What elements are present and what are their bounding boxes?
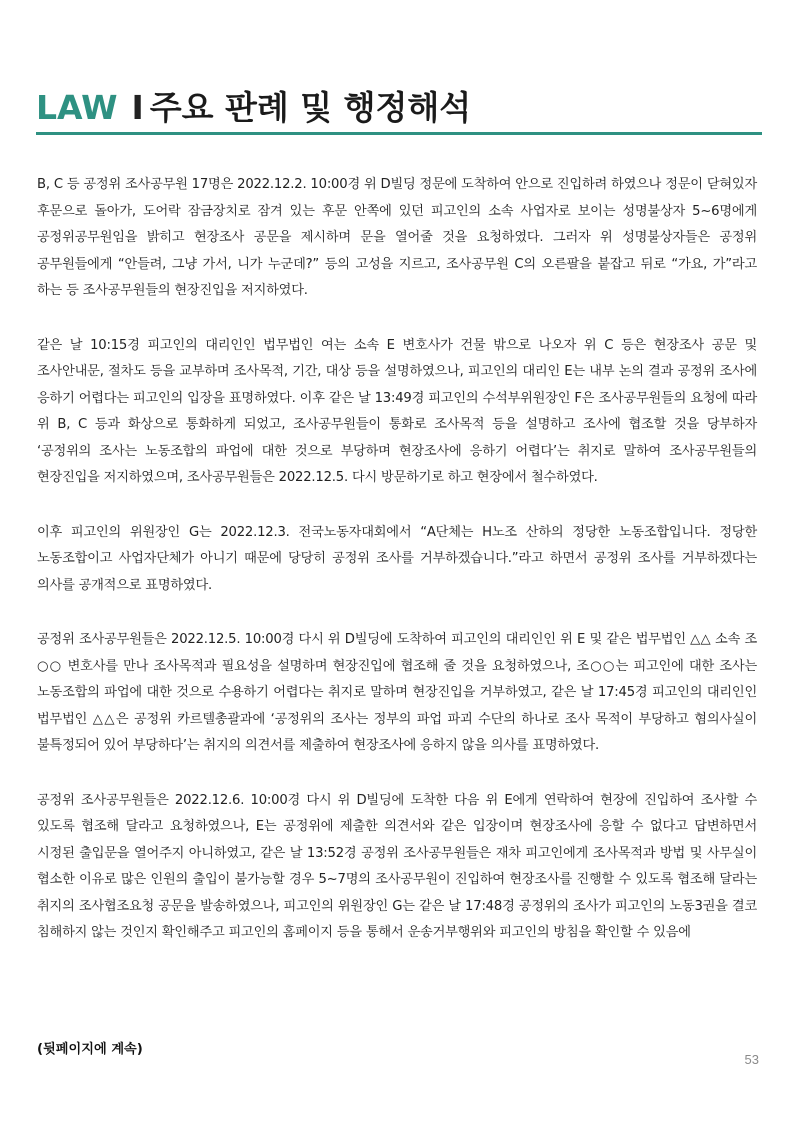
paragraph-1: B, C 등 공정위 조사공무원 17명은 2022.12.2. 10:00경 위 D빌딩 정문에 도착하여 안으로 진입하려 하였으나 정문이 닫혀있자 후문으로 돌아가, 도어락 잠금장치로 잠겨 있는 후문 안쪽에 있던 피고인의 소속 사업자로 보이는 성명불상자 5~6명에게 공정위공무원임을 밝히고 현장조사 공문을 제시하며 문을 열어줄 것을 요청하였다. 그러자 위 성명불상자들은 공정위 공무원들에게 “안들려, 그냥 가서, 니가 누군데?” 등의 고성을 지르고, 조사공무원 C의 오른팔을 붙잡고 뒤로 “가요, 가”라고 하는 등 조사공무원들의 현장진입을 저지하였다. xyxy=(37,177,757,298)
paragraph-5: 공정위 조사공무원들은 2022.12.6. 10:00경 다시 위 D빌딩에 도착한 다음 위 E에게 연락하여 현장에 진입하여 조사할 수 있도록 협조해 달라고 요청하였으나, E는 공정위에 제출한 의견서와 같은 입장이며 현장조사에 응할 수 없다고 답변하면서 시정된 출입문을 열어주지 아니하였고, 같은 날 13:52경 공정위 조사공무원들은 재차 피고인에게 조사목적과 방법 및 사무실이 협소한 이유로 많은 인원의 출입이 불가능할 경우 5~7명의 조사공무원이 진입하여 현장조사를 진행할 수 있도록 협조해 달라는 취지의 조사협조요청 공문을 발송하였으나, 피고인의 위원장인 G는 같은 날 17:48경 공정위의 조사가 피고인의 노동3권을 결코 침해하지 않는 것인지 확인해주고 피고인의 홈페이지 등을 통해서 운송거부행위와 피고인의 방침을 확인할 수 있음에 xyxy=(37,792,757,940)
page-header xyxy=(36,84,762,132)
paragraph-4: 공정위 조사공무원들은 2022.12.5. 10:00경 다시 위 D빌딩에 도착하여 피고인의 대리인인 위 E 및 같은 법무법인 △△ 소속 조○○ 변호사를 만나 조사목적과 필요성을 설명하며 현장진입에 협조해 줄 것을 요청하였으나, 조○○는 피고인에 대한 조사는 노동조합의 파업에 대한 것으로 수용하기 어렵다는 취지로 말하며 현장진입을 거부하였고, 같은 날 17:45경 피고인의 대리인인 법무법인 △△은 공정위 카르텔총괄과에 ‘공정위의 조사는 정부의 파업 파괴 수단의 하나로 조사 목적이 부당하고 혐의사실이 불특정되어 있어 부당하다’는 취지의 의견서를 제출하여 현장조사에 응하지 않을 의사를 표명하였다. xyxy=(37,632,757,753)
paragraph-3: 이후 피고인의 위원장인 G는 2022.12.3. 전국노동자대회에서 “A단체는 H노조 산하의 정당한 노동조합입니다. 정당한 노동조합이고 사업자단체가 아니기 때문에 당당히 공정위 조사를 거부하겠습니다.”라고 하면서 공정위 조사를 거부하겠다는 의사를 공개적으로 표명하였다. xyxy=(37,524,757,593)
section-brand: LAW xyxy=(36,88,118,127)
header-divider xyxy=(36,132,762,135)
document-body xyxy=(37,172,757,947)
section-title: 주요 판례 및 행정해석 xyxy=(149,88,472,127)
page-title xyxy=(36,86,471,130)
paragraph-2: 같은 날 10:15경 피고인의 대리인인 법무법인 여는 소속 E 변호사가 건물 밖으로 나오자 위 C 등은 현장조사 공문 및 조사안내문, 절차도 등을 교부하며 조사목적, 기간, 대상 등을 설명하였으나, 피고인의 대리인 E는 내부 논의 결과 공정위 조사에 응하기 어렵다는 피고인의 입장을 표명하였다. 이후 같은 날 13:49경 피고인의 수석부위원장인 F은 조사공무원들의 요청에 따라 위 B, C 등과 화상으로 통화하게 되었고, 조사공무원들이 통화로 조사목적 등을 설명하고 조사에 협조할 것을 당부하자 ‘공정위의 조사는 노동조합의 파업에 대한 것으로 부당하며 현장조사에 응하기 어렵다’는 취지로 말하여 조사공무원들의 현장진입을 저지하였으며, 조사공무원들은 2022.12.5. 다시 방문하기로 하고 현장에서 철수하였다. xyxy=(37,337,757,485)
title-separator: I xyxy=(131,88,144,127)
continued-note: (뒷페이지에 계속) xyxy=(37,1042,143,1057)
page-number: 53 xyxy=(744,1052,759,1067)
